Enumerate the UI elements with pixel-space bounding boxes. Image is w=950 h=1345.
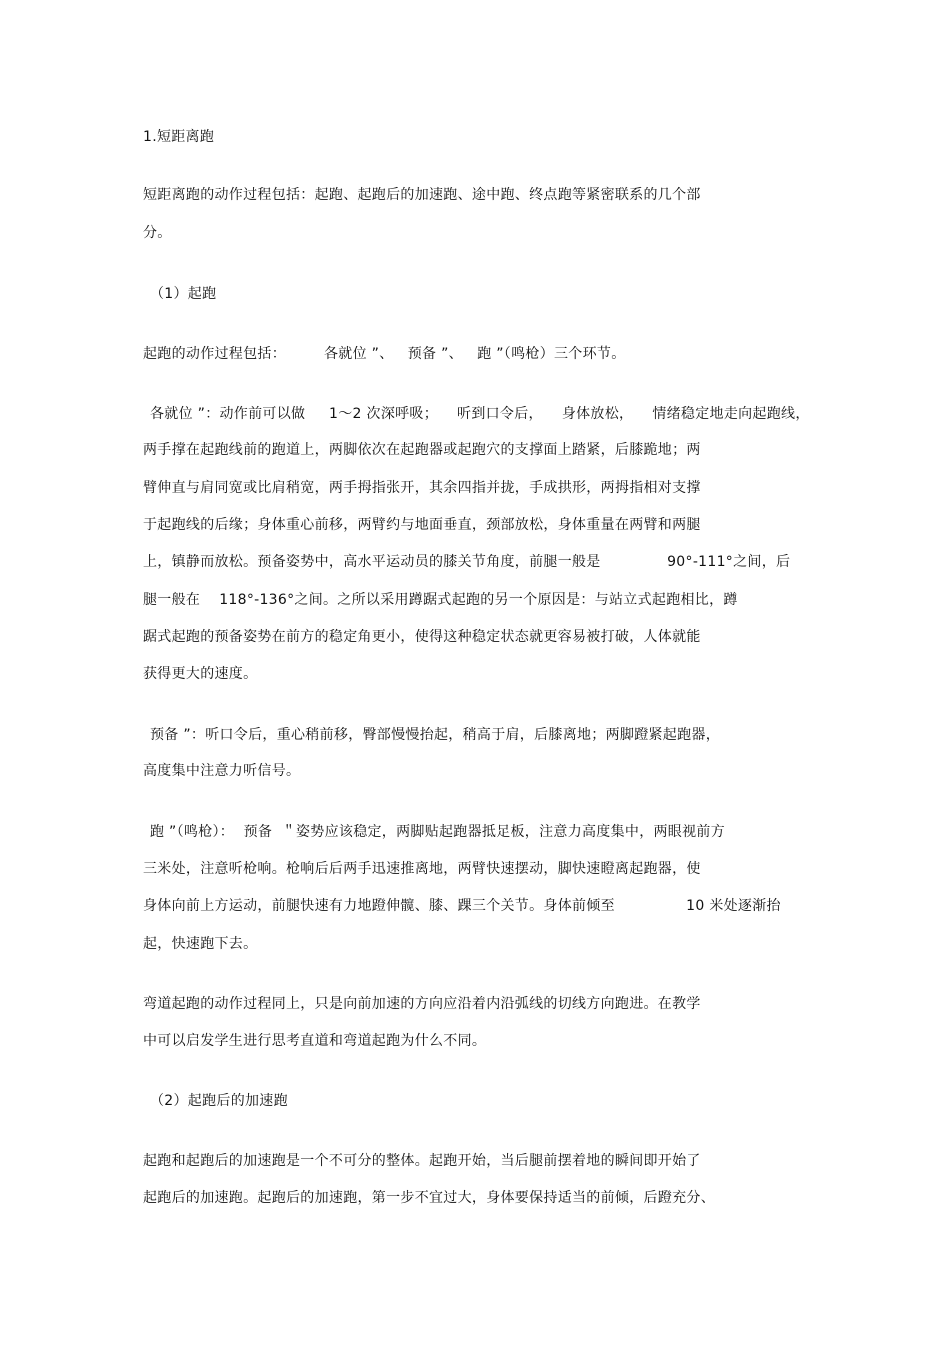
section1-heading: （1）起跑 [150,286,217,302]
accel-line-1: 起跑和起跑后的加速跑是一个不可分的整体。起跑开始，当后腿前摆着地的瞬间即开始了 [143,1153,701,1169]
ready-line-7: 踞式起跑的预备姿势在前方的稳定角更小，使得这种稳定状态就更容易被打破，人体就能 [143,629,701,645]
set-line-1: 预备 ”：听口令后，重心稍前移，臀部慢慢抬起，稍高于肩，后膝离地；两脚蹬紧起跑器， [150,727,721,743]
ready-line-4: 于起跑线的后缘；身体重心前移，两臂约与地面垂直，颈部放松，身体重量在两臂和两腿 [143,517,701,533]
ready-line-1: 各就位 ”：动作前可以做 1～2 次深呼吸； 听到口令后， 身体放松， 情绪稳定地走向起跑线， [150,406,810,422]
curve-line-1: 弯道起跑的动作过程同上，只是向前加速的方向应沿着内沿弧线的切线方向跑进。在教学 [143,996,701,1012]
section2-heading: （2）起跑后的加速跑 [150,1093,288,1109]
go-line-1: 跑 ”（鸣枪）： 预备 ＂姿势应该稳定，两脚贴起跑器抵足板，注意力高度集中，两眼视前方 [150,824,726,840]
intro-line-2: 分。 [143,225,172,241]
go-line-4: 起，快速跑下去。 [143,936,258,952]
intro-line-1: 短距离跑的动作过程包括：起跑、起跑后的加速跑、途中跑、终点跑等紧密联系的几个部 [143,187,701,203]
ready-line-8: 获得更大的速度。 [143,666,258,682]
section-title: 1.短距离跑 [143,129,215,145]
ready-line-2: 两手撑在起跑线前的跑道上，两脚依次在起跑器或起跑穴的支撑面上踏紧，后膝跪地；两 [143,442,701,458]
go-line-2: 三米处，注意听枪响。枪响后后两手迅速推离地，两臂快速摆动，脚快速瞪离起跑器，使 [143,861,701,877]
accel-line-2: 起跑后的加速跑。起跑后的加速跑，第一步不宜过大，身体要保持适当的前倾，后蹬充分、 [143,1190,715,1206]
set-line-2: 高度集中注意力听信号。 [143,763,301,779]
section1-summary: 起跑的动作过程包括： 各就位 ”、 预备 ”、 跑 ”（鸣枪）三个环节。 [143,346,626,362]
ready-line-5: 上，镇静而放松。预备姿势中，高水平运动员的膝关节角度，前腿一般是 90°-111°之间，后 [143,554,791,570]
ready-line-3: 臂伸直与肩同宽或比肩稍宽，两手拇指张开，其余四指并拢，手成拱形，两拇指相对支撑 [143,480,701,496]
ready-line-6: 腿一般在 118°-136°之间。之所以采用蹲踞式起跑的另一个原因是：与站立式起跑相比，蹲 [143,592,738,608]
curve-line-2: 中可以启发学生进行思考直道和弯道起跑为什么不同。 [143,1033,487,1049]
go-line-3: 身体向前上方运动，前腿快速有力地蹬伸髋、膝、踝三个关节。身体前倾至 10 米处逐渐抬 [143,898,781,914]
